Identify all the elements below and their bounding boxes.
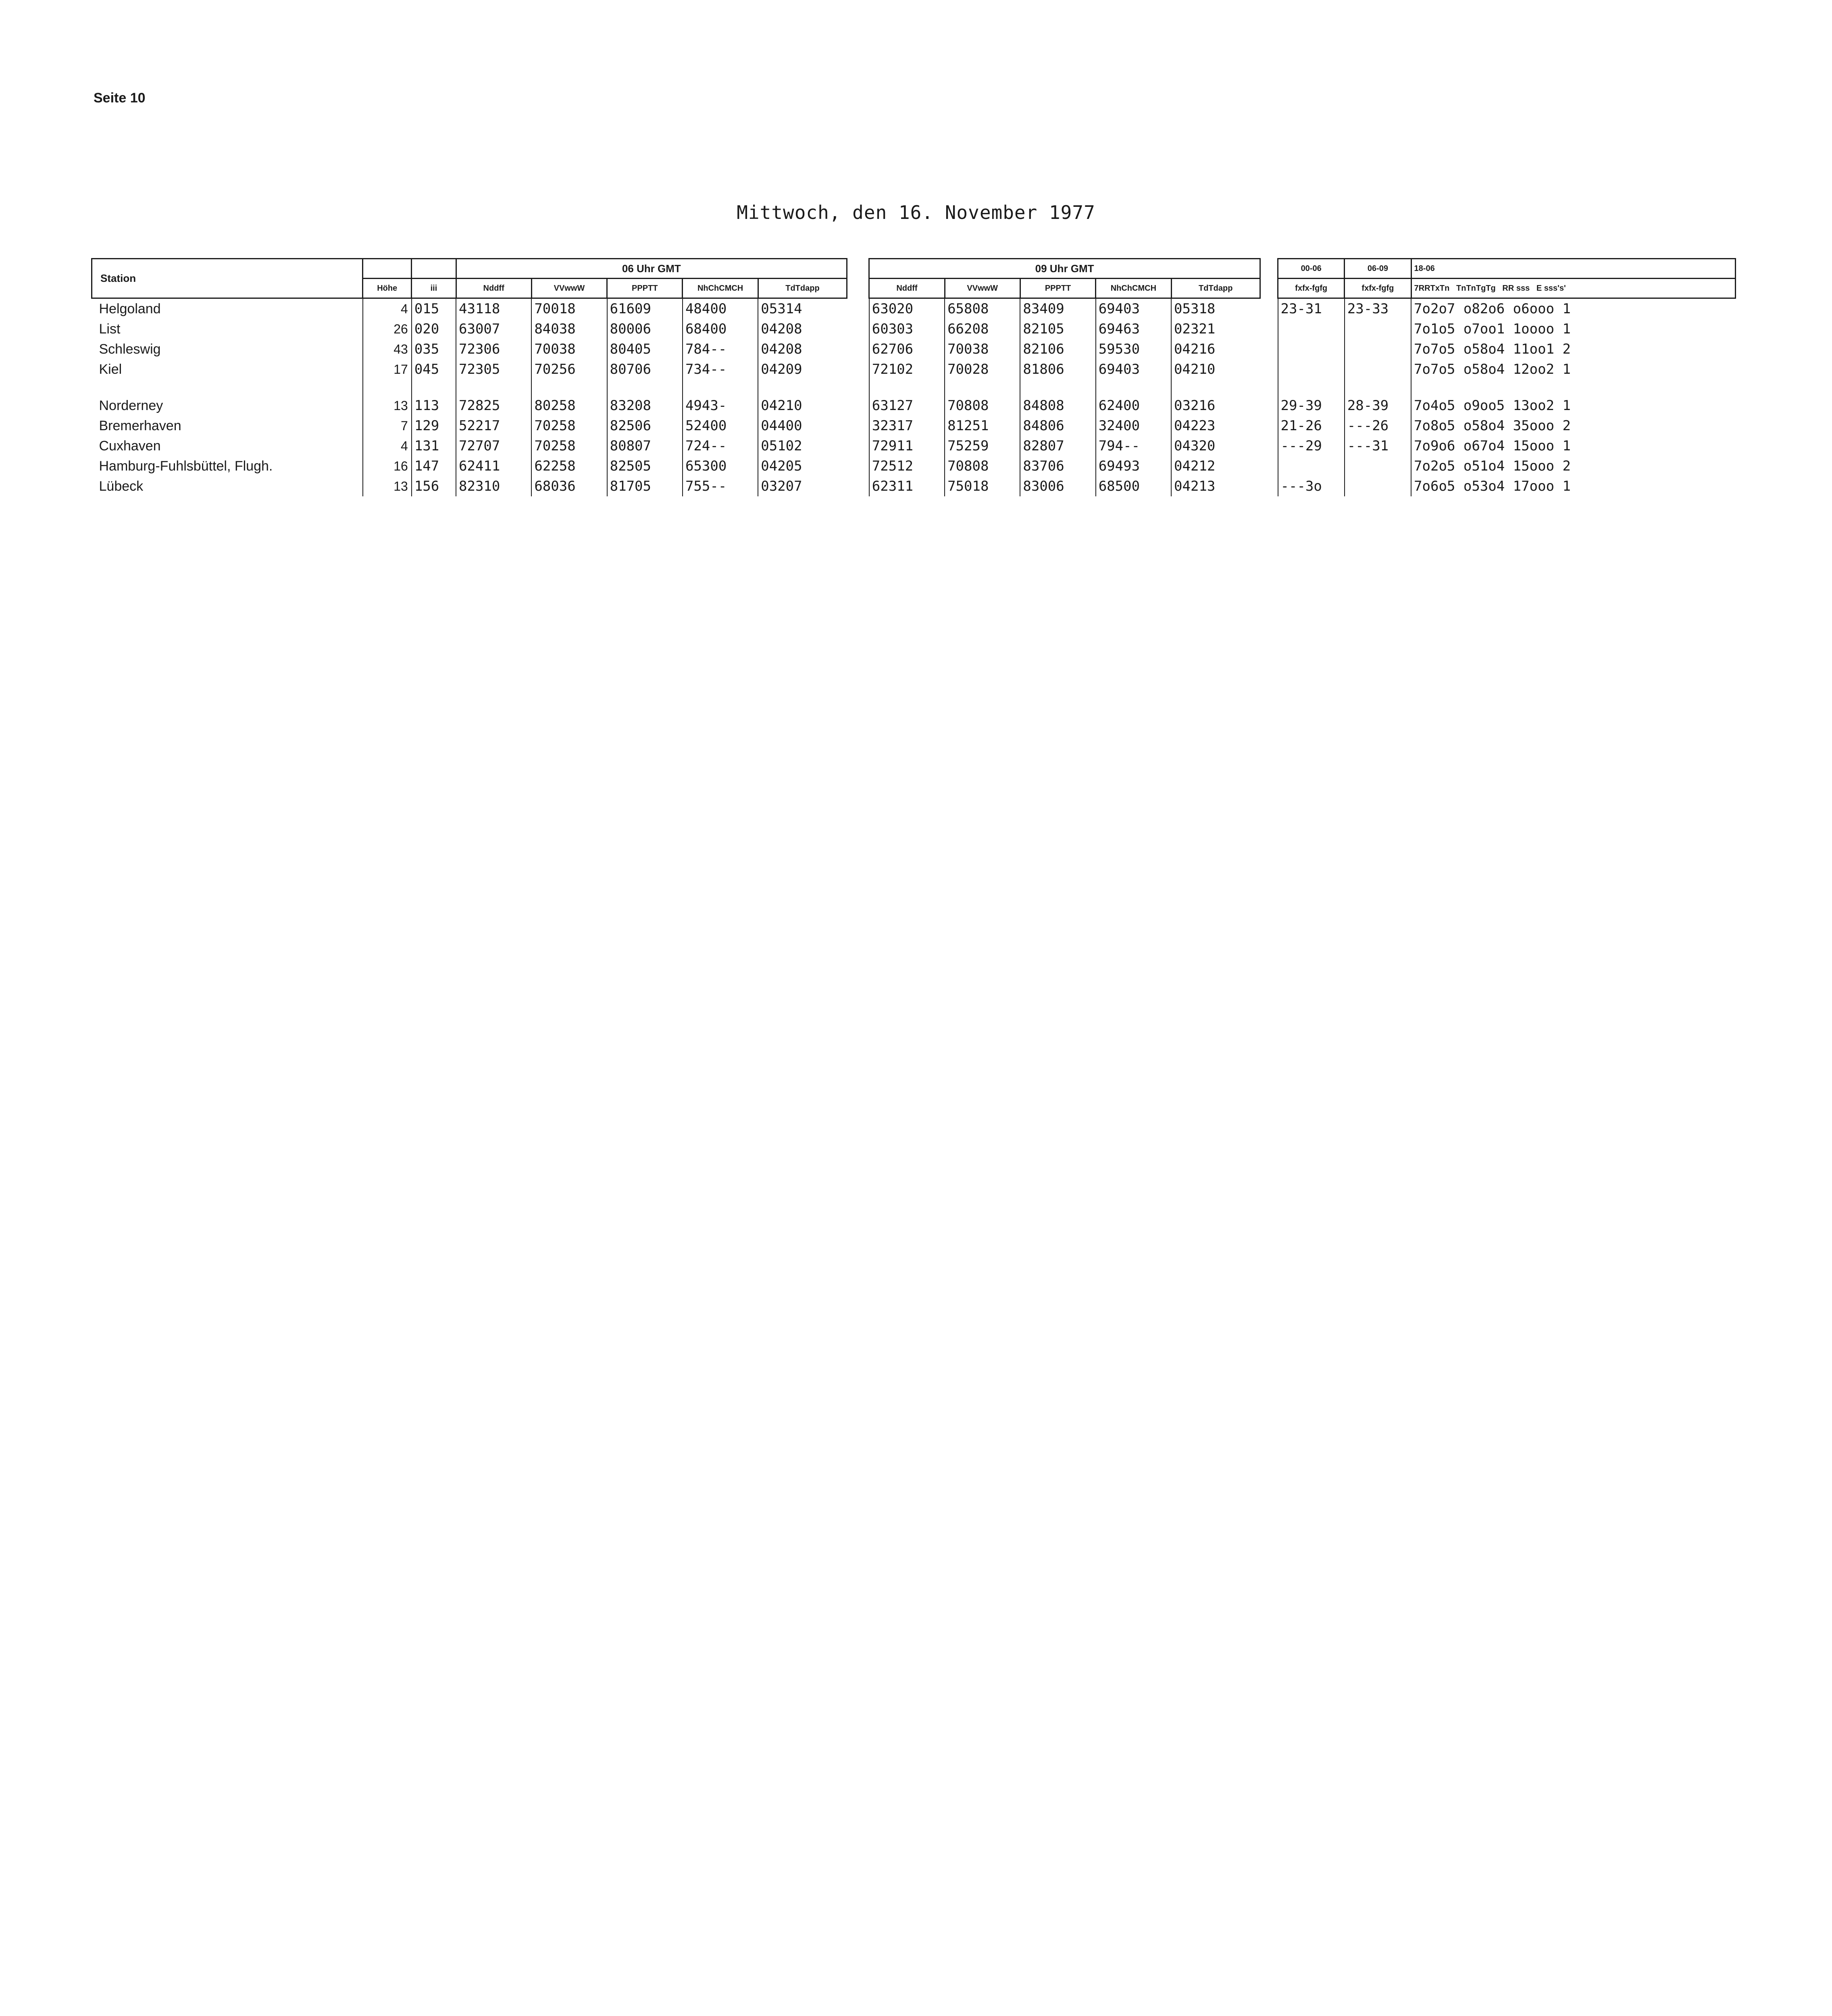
cell-1806: 7o4o5 o9oo5 13oo2 1 — [1411, 396, 1735, 416]
cell-06-nhchcmch: 68400 — [683, 319, 758, 339]
cell-spacer — [847, 416, 869, 436]
cell-empty — [1171, 379, 1260, 396]
cell-spacer — [1260, 476, 1278, 496]
cell-ff-0006: 21-26 — [1278, 416, 1345, 436]
header-06-nddff: Nddff — [456, 279, 531, 298]
cell-06-tdtdapp: 05314 — [758, 298, 847, 319]
cell-09-ppptt: 84806 — [1020, 416, 1095, 436]
table-row-gap — [92, 379, 1736, 396]
table-row — [92, 339, 1736, 359]
cell-spacer — [1260, 298, 1278, 319]
cell-empty — [456, 379, 531, 396]
cell-ff-0609: 28-39 — [1345, 396, 1411, 416]
cell-06-nddff: 72306 — [456, 339, 531, 359]
cell-empty — [363, 379, 412, 396]
cell-spacer — [847, 456, 869, 476]
cell-09-ppptt: 82105 — [1020, 319, 1095, 339]
header-7rr: 7RRTxTn — [1414, 283, 1450, 293]
cell-06-ppptt: 81705 — [607, 476, 683, 496]
cell-09-tdtdapp: 05318 — [1171, 298, 1260, 319]
cell-hoehe: 43 — [363, 339, 412, 359]
cell-06-vvwww: 62258 — [531, 456, 607, 476]
table-row — [92, 319, 1736, 339]
cell-spacer — [1260, 359, 1278, 379]
cell-06-tdtdapp: 04208 — [758, 319, 847, 339]
header-spacer-3 — [847, 279, 869, 298]
cell-06-vvwww: 70258 — [531, 436, 607, 456]
cell-ff-0609 — [1345, 359, 1411, 379]
cell-09-vvwww: 81251 — [945, 416, 1020, 436]
cell-ff-0006 — [1278, 339, 1345, 359]
cell-06-tdtdapp: 04205 — [758, 456, 847, 476]
cell-spacer — [847, 359, 869, 379]
cell-09-tdtdapp: 04213 — [1171, 476, 1260, 496]
cell-09-ppptt: 83409 — [1020, 298, 1095, 319]
cell-empty — [869, 379, 945, 396]
cell-09-vvwww: 66208 — [945, 319, 1020, 339]
page-number: Seite 10 — [94, 90, 146, 106]
table-row — [92, 476, 1736, 496]
table-row — [92, 416, 1736, 436]
cell-06-nhchcmch: 724-- — [683, 436, 758, 456]
header-09-ppptt: PPPTT — [1020, 279, 1095, 298]
cell-iii: 147 — [412, 456, 456, 476]
cell-iii: 129 — [412, 416, 456, 436]
header-ff-2: fxfx-fgfg — [1345, 279, 1411, 298]
cell-empty — [945, 379, 1020, 396]
header-group-06: 06 Uhr GMT — [456, 259, 847, 279]
header-spacer-2 — [1260, 259, 1278, 279]
cell-06-vvwww: 80258 — [531, 396, 607, 416]
cell-iii: 131 — [412, 436, 456, 456]
cell-06-nhchcmch: 65300 — [683, 456, 758, 476]
cell-iii: 156 — [412, 476, 456, 496]
cell-06-ppptt: 83208 — [607, 396, 683, 416]
cell-spacer — [1260, 416, 1278, 436]
cell-station: List — [99, 321, 121, 337]
header-rr: RR sss — [1502, 283, 1530, 293]
cell-1806: 7o8o5 o58o4 35ooo 2 — [1411, 416, 1735, 436]
cell-ff-0006: 29-39 — [1278, 396, 1345, 416]
cell-spacer — [847, 298, 869, 319]
cell-09-ppptt: 81806 — [1020, 359, 1095, 379]
cell-09-ppptt: 82807 — [1020, 436, 1095, 456]
cell-ff-0609 — [1345, 339, 1411, 359]
header-06-vvwww: VVwwW — [531, 279, 607, 298]
header-spacer-4 — [1260, 279, 1278, 298]
cell-09-tdtdapp: 04216 — [1171, 339, 1260, 359]
cell-empty — [1278, 379, 1345, 396]
cell-06-nhchcmch: 755-- — [683, 476, 758, 496]
cell-09-nddff: 72911 — [869, 436, 945, 456]
cell-ff-0006 — [1278, 456, 1345, 476]
cell-hoehe: 16 — [363, 456, 412, 476]
cell-station: Kiel — [99, 361, 122, 377]
cell-empty — [1020, 379, 1095, 396]
cell-09-nhchcmch: 68500 — [1096, 476, 1171, 496]
cell-09-nddff: 72512 — [869, 456, 945, 476]
cell-1806: 7o7o5 o58o4 12oo2 1 — [1411, 359, 1735, 379]
cell-ff-0006: ---3o — [1278, 476, 1345, 496]
header-tn: TnTnTgTg — [1456, 283, 1496, 293]
cell-station: Norderney — [99, 398, 163, 413]
cell-spacer — [847, 319, 869, 339]
header-group-09: 09 Uhr GMT — [869, 259, 1260, 279]
cell-09-nhchcmch: 794-- — [1096, 436, 1171, 456]
cell-06-ppptt: 80006 — [607, 319, 683, 339]
cell-09-tdtdapp: 04212 — [1171, 456, 1260, 476]
cell-09-nddff: 63127 — [869, 396, 945, 416]
cell-09-ppptt: 82106 — [1020, 339, 1095, 359]
header-ff-1: fxfx-fgfg — [1278, 279, 1345, 298]
cell-hoehe: 7 — [363, 416, 412, 436]
cell-iii: 020 — [412, 319, 456, 339]
header-18-06-sub — [1411, 279, 1735, 298]
cell-09-tdtdapp: 04320 — [1171, 436, 1260, 456]
cell-iii: 035 — [412, 339, 456, 359]
cell-hoehe: 13 — [363, 476, 412, 496]
cell-ff-0609 — [1345, 476, 1411, 496]
cell-09-nhchcmch: 69493 — [1096, 456, 1171, 476]
synop-table — [91, 258, 1736, 496]
cell-09-tdtdapp: 03216 — [1171, 396, 1260, 416]
cell-station: Schleswig — [99, 341, 161, 357]
cell-hoehe: 17 — [363, 359, 412, 379]
cell-06-nhchcmch: 4943- — [683, 396, 758, 416]
cell-1806: 7o2o7 o82o6 o6ooo 1 — [1411, 298, 1735, 319]
header-blank-hoehe — [363, 259, 412, 279]
cell-ff-0006: ---29 — [1278, 436, 1345, 456]
cell-09-vvwww: 70038 — [945, 339, 1020, 359]
cell-06-tdtdapp: 03207 — [758, 476, 847, 496]
table-row — [92, 298, 1736, 319]
cell-06-nddff: 43118 — [456, 298, 531, 319]
table-row — [92, 359, 1736, 379]
cell-station — [92, 379, 363, 396]
cell-06-tdtdapp: 05102 — [758, 436, 847, 456]
header-spacer-1 — [847, 259, 869, 279]
cell-09-vvwww: 65808 — [945, 298, 1020, 319]
cell-06-ppptt: 80807 — [607, 436, 683, 456]
cell-06-ppptt: 61609 — [607, 298, 683, 319]
cell-06-vvwww: 70258 — [531, 416, 607, 436]
cell-09-nhchcmch: 32400 — [1096, 416, 1171, 436]
cell-ff-0609 — [1345, 319, 1411, 339]
cell-iii: 045 — [412, 359, 456, 379]
cell-06-ppptt: 80405 — [607, 339, 683, 359]
table-row — [92, 436, 1736, 456]
cell-hoehe: 13 — [363, 396, 412, 416]
cell-09-tdtdapp: 04223 — [1171, 416, 1260, 436]
cell-spacer — [1260, 436, 1278, 456]
header-row-groups — [92, 259, 1736, 279]
cell-ff-0609: 23-33 — [1345, 298, 1411, 319]
cell-06-tdtdapp: 04400 — [758, 416, 847, 436]
cell-spacer — [1260, 379, 1278, 396]
cell-09-tdtdapp: 04210 — [1171, 359, 1260, 379]
cell-06-vvwww: 70256 — [531, 359, 607, 379]
cell-09-nhchcmch: 62400 — [1096, 396, 1171, 416]
report-date: Mittwoch, den 16. November 1977 — [737, 202, 1095, 223]
cell-06-nddff: 72825 — [456, 396, 531, 416]
cell-spacer — [1260, 456, 1278, 476]
cell-09-nhchcmch: 69463 — [1096, 319, 1171, 339]
cell-06-ppptt: 82506 — [607, 416, 683, 436]
header-09-nhchcmch: NhChCMCH — [1096, 279, 1171, 298]
cell-09-vvwww: 70808 — [945, 456, 1020, 476]
cell-06-ppptt: 82505 — [607, 456, 683, 476]
cell-06-tdtdapp: 04208 — [758, 339, 847, 359]
header-col-06-09: 06-09 — [1345, 259, 1411, 279]
cell-06-nhchcmch: 784-- — [683, 339, 758, 359]
table-row — [92, 396, 1736, 416]
cell-ff-0609: ---26 — [1345, 416, 1411, 436]
cell-hoehe: 4 — [363, 298, 412, 319]
cell-ff-0609 — [1345, 456, 1411, 476]
cell-spacer — [847, 436, 869, 456]
cell-09-nddff: 62706 — [869, 339, 945, 359]
cell-station: Helgoland — [99, 301, 161, 317]
header-station: Station — [92, 259, 363, 298]
cell-1806: 7o7o5 o58o4 11oo1 2 — [1411, 339, 1735, 359]
cell-09-ppptt: 83006 — [1020, 476, 1095, 496]
header-06-nhchcmch: NhChCMCH — [683, 279, 758, 298]
header-06-tdtdapp: TdTdapp — [758, 279, 847, 298]
cell-06-nddff: 62411 — [456, 456, 531, 476]
cell-06-ppptt: 80706 — [607, 359, 683, 379]
cell-spacer — [847, 476, 869, 496]
cell-06-nddff: 52217 — [456, 416, 531, 436]
cell-09-vvwww: 70028 — [945, 359, 1020, 379]
cell-06-nhchcmch: 734-- — [683, 359, 758, 379]
cell-empty — [412, 379, 456, 396]
cell-06-nddff: 82310 — [456, 476, 531, 496]
cell-spacer — [1260, 396, 1278, 416]
header-09-nddff: Nddff — [869, 279, 945, 298]
table-row — [92, 456, 1736, 476]
cell-09-nddff: 60303 — [869, 319, 945, 339]
synop-table-wrap — [91, 258, 1736, 496]
cell-ff-0006 — [1278, 359, 1345, 379]
cell-empty — [683, 379, 758, 396]
cell-station: Lübeck — [99, 478, 144, 494]
cell-hoehe: 4 — [363, 436, 412, 456]
cell-09-vvwww: 75259 — [945, 436, 1020, 456]
cell-empty — [1345, 379, 1411, 396]
header-col-00-06: 00-06 — [1278, 259, 1345, 279]
cell-station: Bremerhaven — [99, 418, 181, 433]
cell-09-tdtdapp: 02321 — [1171, 319, 1260, 339]
cell-1806: 7o6o5 o53o4 17ooo 1 — [1411, 476, 1735, 496]
cell-09-nddff: 63020 — [869, 298, 945, 319]
cell-09-ppptt: 84808 — [1020, 396, 1095, 416]
cell-09-ppptt: 83706 — [1020, 456, 1095, 476]
cell-spacer — [847, 339, 869, 359]
cell-06-nhchcmch: 52400 — [683, 416, 758, 436]
cell-06-tdtdapp: 04209 — [758, 359, 847, 379]
cell-spacer — [847, 379, 869, 396]
cell-iii: 015 — [412, 298, 456, 319]
header-06-ppptt: PPPTT — [607, 279, 683, 298]
cell-ff-0006: 23-31 — [1278, 298, 1345, 319]
cell-spacer — [1260, 339, 1278, 359]
header-iii: iii — [412, 279, 456, 298]
cell-empty — [1096, 379, 1171, 396]
cell-empty — [607, 379, 683, 396]
cell-09-nddff: 62311 — [869, 476, 945, 496]
cell-09-nhchcmch: 69403 — [1096, 359, 1171, 379]
header-09-vvwww: VVwwW — [945, 279, 1020, 298]
cell-empty — [1411, 379, 1735, 396]
cell-09-nddff: 32317 — [869, 416, 945, 436]
header-blank-iii — [412, 259, 456, 279]
cell-06-nhchcmch: 48400 — [683, 298, 758, 319]
cell-06-vvwww: 84038 — [531, 319, 607, 339]
cell-spacer — [1260, 319, 1278, 339]
cell-empty — [531, 379, 607, 396]
cell-06-nddff: 63007 — [456, 319, 531, 339]
cell-spacer — [847, 396, 869, 416]
cell-station: Hamburg-Fuhlsbüttel, Flugh. — [99, 458, 273, 474]
header-esss: E sss's' — [1536, 283, 1566, 293]
cell-ff-0006 — [1278, 319, 1345, 339]
cell-09-vvwww: 75018 — [945, 476, 1020, 496]
cell-06-nddff: 72305 — [456, 359, 531, 379]
header-col-18-06: 18-06 — [1411, 259, 1735, 279]
cell-09-nhchcmch: 69403 — [1096, 298, 1171, 319]
cell-06-vvwww: 70018 — [531, 298, 607, 319]
cell-06-nddff: 72707 — [456, 436, 531, 456]
cell-1806: 7o1o5 o7oo1 1oooo 1 — [1411, 319, 1735, 339]
cell-1806: 7o2o5 o51o4 15ooo 2 — [1411, 456, 1735, 476]
header-hoehe: Höhe — [363, 279, 412, 298]
cell-1806: 7o9o6 o67o4 15ooo 1 — [1411, 436, 1735, 456]
cell-ff-0609: ---31 — [1345, 436, 1411, 456]
cell-hoehe: 26 — [363, 319, 412, 339]
cell-09-nhchcmch: 59530 — [1096, 339, 1171, 359]
cell-06-vvwww: 70038 — [531, 339, 607, 359]
cell-empty — [758, 379, 847, 396]
header-09-tdtdapp: TdTdapp — [1171, 279, 1260, 298]
cell-09-nddff: 72102 — [869, 359, 945, 379]
cell-iii: 113 — [412, 396, 456, 416]
cell-station: Cuxhaven — [99, 438, 161, 454]
cell-06-tdtdapp: 04210 — [758, 396, 847, 416]
cell-09-vvwww: 70808 — [945, 396, 1020, 416]
cell-06-vvwww: 68036 — [531, 476, 607, 496]
